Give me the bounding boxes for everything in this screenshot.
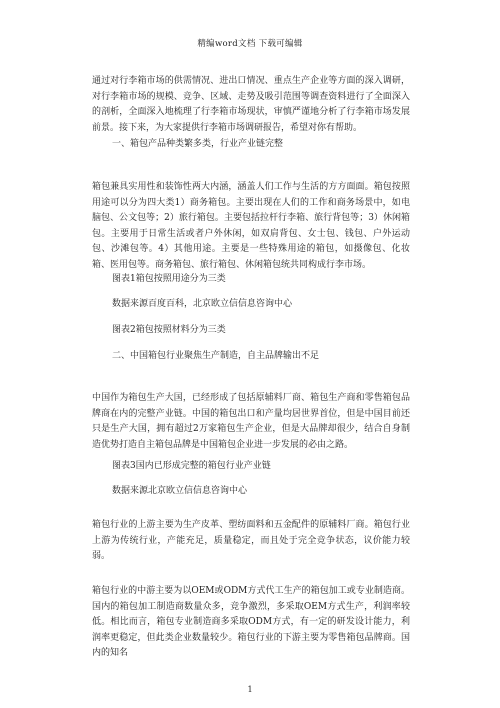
upstream-paragraph: 箱包行业的上游主要为生产皮革、塑纺面料和五金配件的原辅料厂商。箱包行业上游为传统行业，产能充足，质量稳定，而且处于完全竞争状态，议价能力较弱。 (92, 520, 410, 562)
intro-paragraph: 通过对行李箱市场的供需情况、进出口情况、重点生产企业等方面的深入调研，对行李箱市场的规模、竞争、区域、走势及吸引范围等调查资料进行了全面深入的剖析，全面深入地梳理了行李箱市场现状，审慎严谨地分析了行李箱市场发展前景。接下来，为大家提供行李箱市场调研报告，希望对你有帮助。 (92, 76, 410, 133)
section1-paragraph: 箱包兼具实用性和装饰性两大内涵，涵盖人们工作与生活的方方面面。箱包按照用途可以分为四大类1）商务箱包。主要出现在人们的工作和商务场景中，如电脑包、公文包等；2）旅行箱包。主要包括拉杆行李箱、旅行背包等；3）休闲箱包。主要用于日常生活或者户外休闲，如双肩背包、女士包、钱包、户外运动包、沙滩包等。4）其他用途。主要是一些特殊用途的箱包，如摄像包、化妆箱、医用包等。商务箱包、旅行箱包、休闲箱包统共同构成行李市场。 (92, 182, 410, 270)
figure1-source: 数据来源百度百科，北京欧立信信息咨询中心 (112, 299, 293, 309)
figure1-caption: 图表1箱包按照用途分为三类 (112, 274, 226, 284)
section2-heading: 二、中国箱包行业聚焦生产制造，自主品牌输出不足 (112, 351, 320, 361)
page-header: 精编word文档 下载可编辑 (197, 39, 303, 49)
midstream-paragraph: 箱包行业的中游主要为以OEM或ODM方式代工生产的箱包加工或专业制造商。国内的箱包加工制造商数量众多，竞争激烈，多采取OEM方式生产，利润率较低。相比而言，箱包专业制造商多采取ODM方式，有一定的研发设计能力，利润率更稳定，但此类企业数量较少。箱包行业的下游主要为零售箱包品牌商。国内的知名 (92, 586, 410, 659)
figure3-caption: 图表3国内已形成完整的箱包行业产业链 (112, 461, 271, 471)
figure2-caption: 图表2箱包按照材料分为三类 (112, 325, 226, 335)
figure3-source: 数据来源北京欧立信信息咨询中心 (112, 486, 248, 496)
page-number: 1 (247, 685, 253, 694)
section2-paragraph: 中国作为箱包生产大国，已经形成了包括原辅料厂商、箱包生产商和零售箱包品牌商在内的完整产业链。中国的箱包出口和产量均居世界首位，但是中国目前还只是生产大国，拥有超过2万家箱包生产企业，但是大品牌却很少，结合自身制造优势打造自主箱包品牌是中国箱包企业进一步发展的必由之路。 (92, 393, 410, 450)
section1-heading: 一、箱包产品种类繁多类，行业产业链完整 (112, 139, 284, 149)
